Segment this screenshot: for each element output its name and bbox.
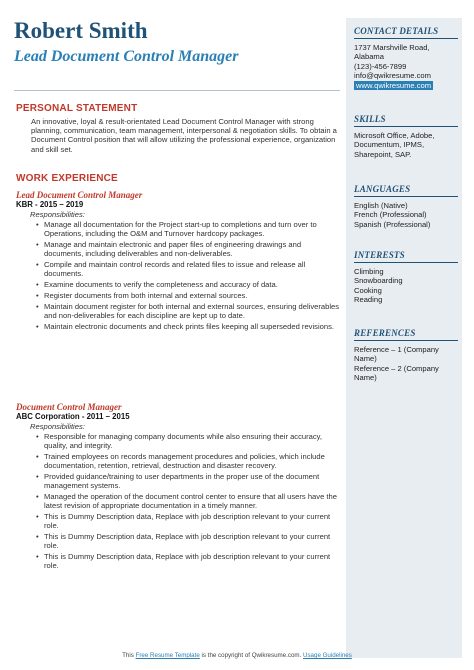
candidate-title: Lead Document Control Manager — [14, 48, 239, 65]
responsibility-item: • Examine documents to verify the completeness and accuracy of data. — [44, 280, 340, 289]
responsibilities-label: Responsibilities: — [30, 422, 85, 431]
language-item: French (Professional) — [354, 210, 427, 220]
contact-details-heading: CONTACT DETAILS — [354, 26, 458, 39]
responsibilities-label: Responsibilities: — [30, 210, 85, 219]
footer — [0, 652, 474, 659]
candidate-name: Robert Smith — [14, 18, 148, 43]
responsibility-item: • Provided guidance/training to user departments in the proper use of the document management systems. — [44, 472, 340, 490]
phone-number: (123)-456-7899 — [354, 61, 407, 71]
reference-item: Name) — [354, 373, 377, 383]
languages-section — [354, 184, 458, 229]
job-title: Document Control Manager — [16, 402, 122, 412]
responsibility-item: • Managed the operation of the document control center to ensure that all users have the latest revision of appropriate documentation in a timely manner. — [44, 492, 340, 510]
responsibility-item: • Compile and maintain control records and related files to issue and release all documents. — [44, 260, 340, 278]
languages-heading: LANGUAGES — [354, 184, 458, 197]
free-resume-template-link[interactable]: Free Resume Template — [135, 652, 200, 659]
responsibility-item: • Maintain document register for both internal and external sources, ensuring deliverables and non-deliverables for each discipline are kept up to date. — [44, 302, 340, 320]
interest-item: Climbing — [354, 267, 384, 276]
responsibility-list — [16, 220, 340, 331]
responsibility-item: • Register documents from both internal and external sources. — [44, 291, 340, 300]
job-entry-1 — [16, 190, 340, 332]
reference-item: Reference – 2 (Company — [354, 363, 439, 373]
interest-item: Snowboarding — [354, 276, 403, 286]
address-line-1: 1737 Marshville Road, — [354, 43, 430, 52]
responsibility-item: • This is Dummy Description data, Replace with job description relevant to your current role. — [44, 552, 340, 570]
footer-copyright: is the copyright of Qwikresume.com. — [201, 652, 302, 659]
job-company-dates: KBR - 2015 – 2019 — [16, 200, 84, 209]
skills-line: Microsoft Office, Adobe, — [354, 131, 435, 140]
responsibility-item: • Trained employees on records management procedures and policies, which include documentation, retention, retrieval, destruction and disaster recovery. — [44, 452, 340, 470]
job-company-dates: ABC Corporation - 2011 – 2015 — [16, 412, 130, 421]
skills-heading: SKILLS — [354, 114, 458, 127]
responsibility-item: • This is Dummy Description data, Replace with job description relevant to your current role. — [44, 512, 340, 530]
responsibility-item: • This is Dummy Description data, Replace with job description relevant to your current role. — [44, 532, 340, 550]
references-section — [354, 328, 458, 383]
footer-prefix: This — [122, 652, 134, 659]
job-title: Lead Document Control Manager — [16, 190, 143, 200]
language-item: English (Native) — [354, 201, 408, 210]
work-experience-heading: WORK EXPERIENCE — [16, 173, 118, 184]
skills-section — [354, 114, 458, 159]
contact-details-section — [354, 26, 458, 90]
resume-header — [14, 18, 340, 67]
interest-item: Cooking — [354, 285, 382, 295]
job-entry-2 — [16, 402, 340, 572]
address-line-2: Alabama — [354, 52, 384, 62]
language-item: Spanish (Professional) — [354, 219, 431, 229]
reference-item: Name) — [354, 354, 377, 364]
responsibility-item: • Maintain electronic documents and check prints files keeping all superseded revisions. — [44, 322, 340, 331]
responsibility-item: • Responsible for managing company documents while also ensuring their accuracy, quality, and integrity. — [44, 432, 340, 450]
usage-guidelines-link[interactable]: Usage Guidelines — [303, 652, 352, 659]
reference-item: Reference – 1 (Company — [354, 345, 439, 354]
website-link[interactable]: www.qwikresume.com — [356, 80, 432, 90]
personal-statement-heading: PERSONAL STATEMENT — [16, 103, 138, 114]
interests-section — [354, 250, 458, 305]
responsibility-item: • Manage and maintain electronic and paper files of engineering drawings and documents, including deliverables and non-deliverables. — [44, 240, 340, 258]
interests-heading: INTERESTS — [354, 250, 458, 263]
sidebar — [346, 18, 462, 658]
responsibility-list — [16, 432, 340, 570]
skills-line: Documentum, IPMS, — [354, 140, 425, 150]
references-heading: REFERENCES — [354, 328, 458, 341]
personal-statement-text: An innovative, loyal & result-orientated Lead Document Control Manager with strong planning, communication, team management, interpersonal & negotiation skills. To obtain a Document Control position that will allow utilizing the professional experience, organization and skill set. — [31, 117, 337, 154]
header-divider — [14, 90, 340, 91]
responsibility-item: • Manage all documentation for the Project start-up to completions and turn over to Operations, including the O&M and Turnover hardcopy packages. — [44, 220, 340, 238]
interest-item: Reading — [354, 295, 383, 305]
email-link[interactable]: info@qwikresume.com — [354, 71, 431, 81]
skills-line: Sharepoint, SAP. — [354, 149, 412, 159]
